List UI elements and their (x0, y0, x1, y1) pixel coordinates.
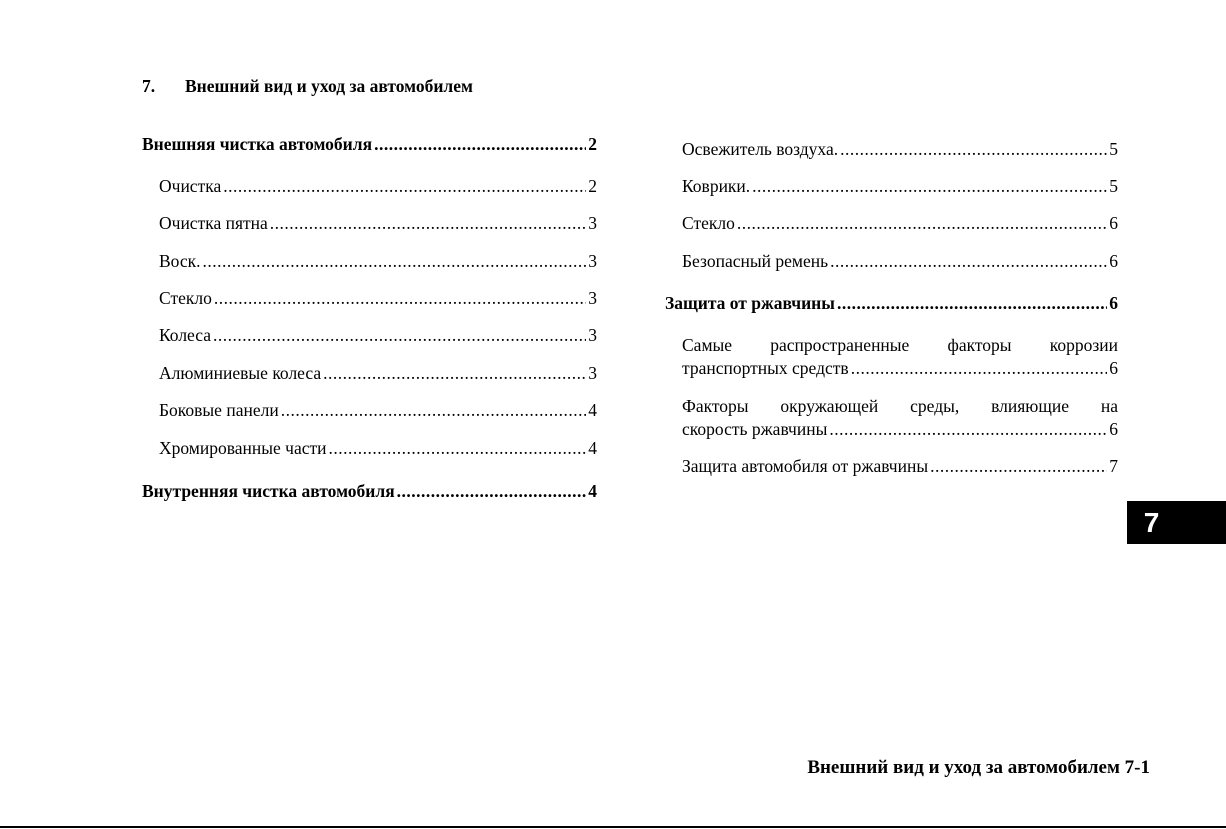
bottom-rule (0, 826, 1226, 828)
toc-leader (737, 212, 1107, 235)
toc-leader (397, 480, 587, 503)
toc-leader (203, 250, 587, 273)
toc-leader (930, 455, 1107, 478)
chapter-title (142, 76, 473, 97)
toc-label: Внешняя чистка автомобиля (142, 134, 373, 154)
toc-page: 4 (588, 438, 597, 458)
toc-word: Факторы (682, 396, 749, 416)
toc-section-rust[interactable] (665, 292, 1118, 315)
toc-item[interactable] (159, 212, 597, 235)
page-footer: Внешний вид и уход за автомобилем 7-1 (807, 757, 1150, 778)
toc-page: 3 (588, 363, 597, 383)
toc-label: Защита автомобиля от ржавчины (682, 456, 929, 476)
toc-page: 3 (588, 251, 597, 271)
toc-leader (752, 175, 1107, 198)
toc-leader (223, 175, 586, 198)
chapter-tab (1127, 501, 1226, 544)
toc-item[interactable] (682, 138, 1118, 161)
toc-word: факторы (947, 335, 1012, 355)
toc-label: Колеса (159, 325, 212, 345)
toc-leader (213, 324, 586, 347)
toc-leader (323, 362, 586, 385)
toc-label: Коврики. (682, 176, 751, 196)
toc-label-line2: транспортных средств (682, 358, 849, 378)
toc-leader (281, 399, 587, 422)
toc-section-exterior[interactable] (142, 133, 597, 156)
toc-item[interactable] (682, 175, 1118, 198)
toc-item[interactable] (682, 212, 1118, 235)
toc-item[interactable] (159, 250, 597, 273)
toc-label-line1 (682, 334, 1118, 357)
chapter-number: 7. (142, 76, 156, 96)
toc-item[interactable] (682, 250, 1118, 273)
toc-item[interactable] (159, 324, 597, 347)
toc-leader (329, 437, 587, 460)
toc-page: 6 (1109, 213, 1118, 233)
toc-label: Хромированные части (159, 438, 327, 458)
toc-word: на (1100, 396, 1118, 416)
toc-word: распространенные (770, 335, 910, 355)
toc-page: 4 (588, 481, 597, 501)
toc-item[interactable] (159, 399, 597, 422)
toc-word: влияющие (991, 396, 1069, 416)
toc-label: Стекло (159, 288, 212, 308)
toc-item[interactable] (682, 455, 1118, 478)
toc-page: 6 (1109, 419, 1118, 439)
toc-label: Безопасный ремень (682, 251, 829, 271)
toc-label: Алюминиевые колеса (159, 363, 322, 383)
toc-leader (837, 292, 1107, 315)
toc-leader (840, 138, 1107, 161)
toc-label: Защита от ржавчины (665, 293, 835, 313)
toc-item[interactable] (159, 287, 597, 310)
toc-leader (851, 357, 1108, 380)
toc-page: 3 (588, 213, 597, 233)
toc-item[interactable] (159, 437, 597, 460)
chapter-heading: Внешний вид и уход за автомобилем (185, 76, 473, 96)
toc-word: коррозии (1049, 335, 1118, 355)
toc-item-multiline[interactable] (682, 395, 1118, 441)
toc-label: Боковые панели (159, 400, 279, 420)
toc-page: 2 (588, 134, 597, 154)
toc-leader (270, 212, 586, 235)
toc-label: Стекло (682, 213, 735, 233)
toc-page: 3 (588, 325, 597, 345)
toc-page: 6 (1109, 251, 1118, 271)
toc-page: 6 (1109, 293, 1118, 313)
toc-leader (829, 418, 1107, 441)
toc-page: 4 (588, 400, 597, 420)
toc-leader (374, 133, 586, 156)
toc-page: 5 (1109, 139, 1118, 159)
toc-section-interior[interactable] (142, 480, 597, 503)
toc-word: среды, (910, 396, 960, 416)
toc-label: Освежитель воздуха. (682, 139, 839, 159)
toc-page: 2 (588, 176, 597, 196)
toc-word: окружающей (780, 396, 879, 416)
toc-label: Очистка (159, 176, 222, 196)
toc-page: 7 (1109, 456, 1118, 476)
toc-item[interactable] (159, 362, 597, 385)
toc-label-line2: скорость ржавчины (682, 419, 828, 439)
toc-word: Самые (682, 335, 733, 355)
toc-label: Внутренняя чистка автомобиля (142, 481, 395, 501)
toc-leader (830, 250, 1107, 273)
chapter-tab-label: 7 (1143, 506, 1160, 538)
toc-page: 3 (588, 288, 597, 308)
toc-label: Воск. (159, 251, 201, 271)
toc-page: 6 (1109, 358, 1118, 378)
toc-leader (214, 287, 586, 310)
toc-label: Очистка пятна (159, 213, 268, 233)
toc-item-multiline[interactable] (682, 334, 1118, 380)
toc-item[interactable] (159, 175, 597, 198)
toc-label-line1 (682, 395, 1118, 418)
toc-page: 5 (1109, 176, 1118, 196)
